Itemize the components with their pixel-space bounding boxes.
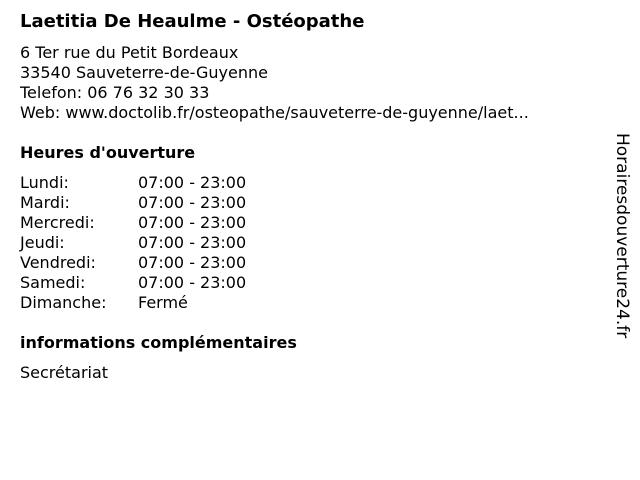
hours-list [20,173,590,313]
day-label: Dimanche: [20,293,107,312]
hours-row-wednesday [20,213,590,233]
day-label: Jeudi: [20,233,65,252]
day-hours: Fermé [138,293,188,312]
address-street: 6 Ter rue du Petit Bordeaux [20,43,239,62]
day-hours: 07:00 - 23:00 [138,233,247,252]
info-heading: informations complémentaires [20,333,297,352]
day-label: Samedi: [20,273,86,292]
business-listing [20,10,590,383]
day-hours: 07:00 - 23:00 [138,213,247,232]
hours-row-monday [20,173,590,193]
day-label: Lundi: [20,173,69,192]
hours-row-tuesday [20,193,590,213]
hours-row-saturday [20,273,590,293]
day-hours: 07:00 - 23:00 [138,273,247,292]
info-text: Secrétariat [20,363,109,382]
day-hours: 07:00 - 23:00 [138,173,247,192]
hours-row-sunday [20,293,590,313]
website-link[interactable]: Web: www.doctolib.fr/osteopathe/sauveterre-de-guyenne/laet... [20,103,529,122]
day-label: Mercredi: [20,213,95,232]
hours-row-thursday [20,233,590,253]
phone-number: Telefon: 06 76 32 30 33 [20,83,210,102]
day-label: Vendredi: [20,253,96,272]
day-hours: 07:00 - 23:00 [138,253,247,272]
address-city: 33540 Sauveterre-de-Guyenne [20,63,268,82]
day-label: Mardi: [20,193,70,212]
hours-heading: Heures d'ouverture [20,143,196,162]
site-watermark: Horairesdouverture24.fr [612,133,632,339]
hours-row-friday [20,253,590,273]
day-hours: 07:00 - 23:00 [138,193,247,212]
business-title: Laetitia De Heaulme - Ostéopathe [20,11,365,32]
